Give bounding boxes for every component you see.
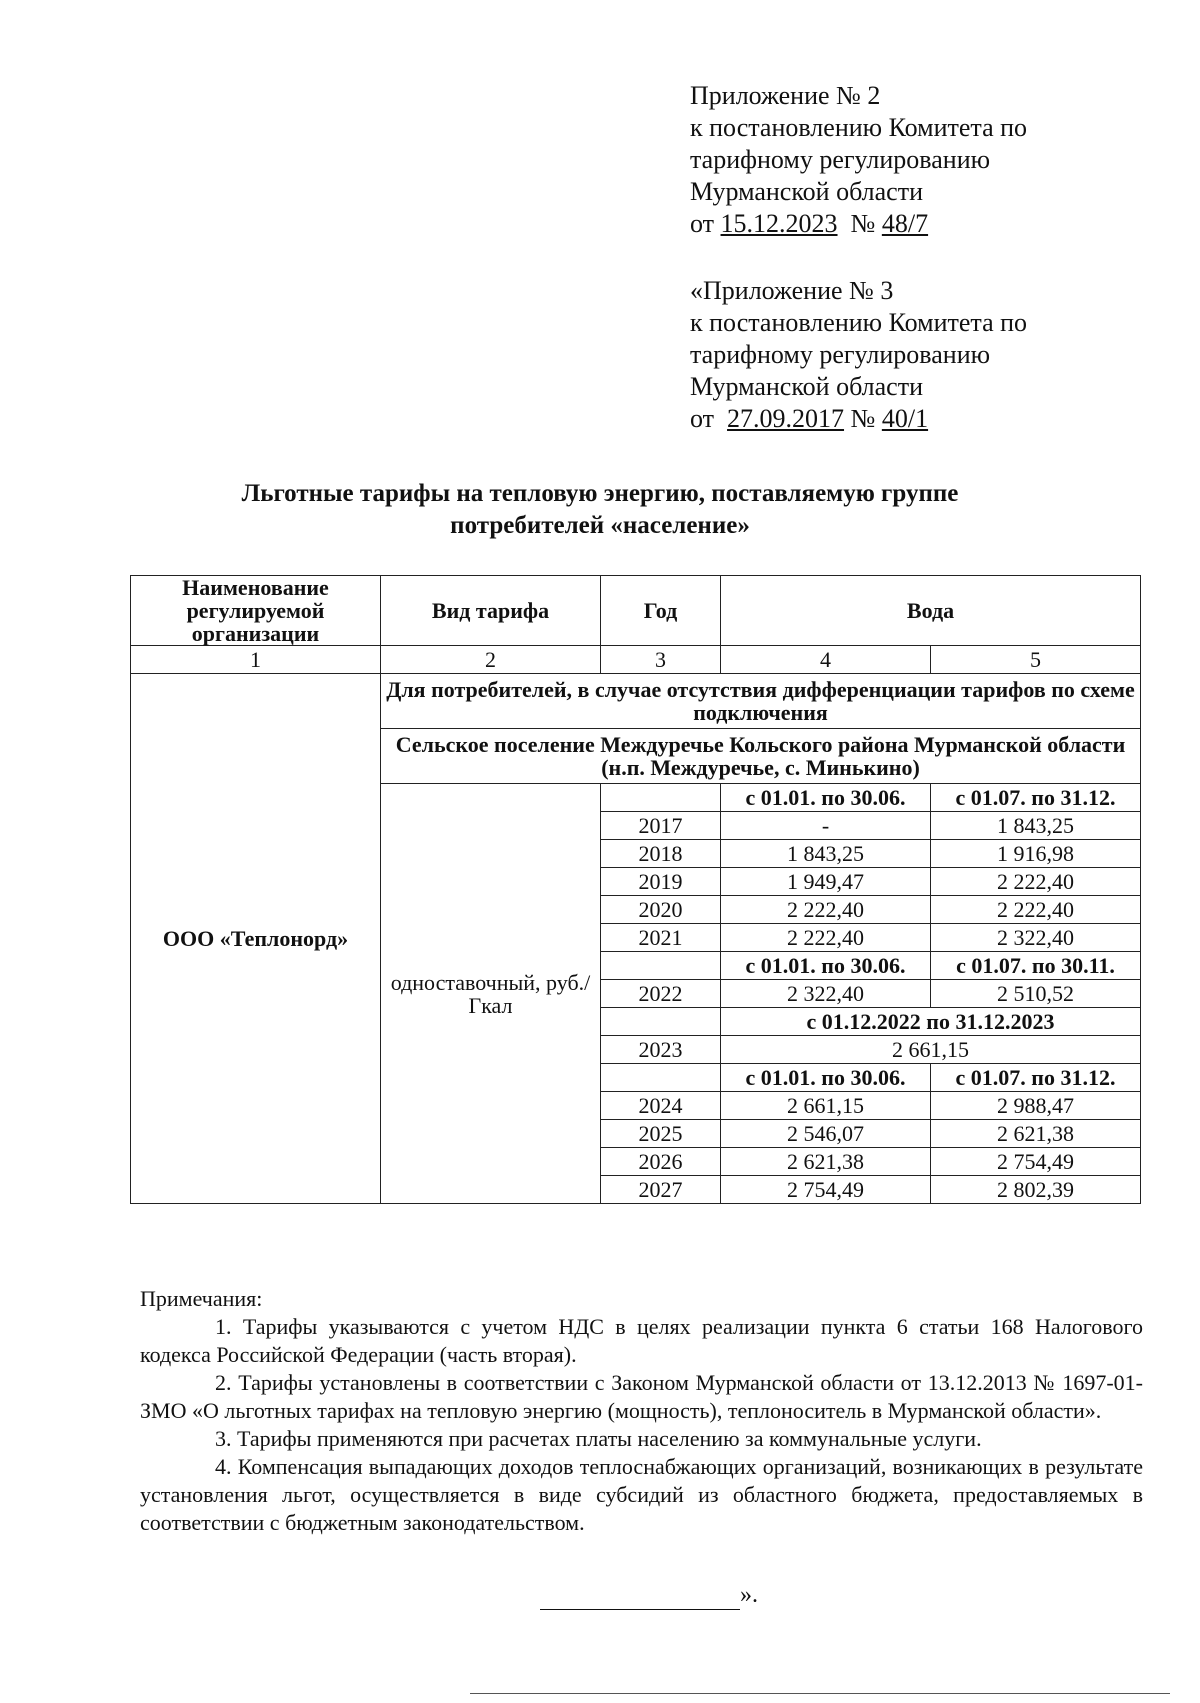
- value-cell: 2 510,52: [931, 980, 1141, 1008]
- appendix-original-line4: Мурманской области: [690, 372, 923, 401]
- period-h1: с 01.01. по 30.06.: [721, 1064, 931, 1092]
- value-cell: 2 222,40: [721, 924, 931, 952]
- year-cell: 2024: [601, 1092, 721, 1120]
- period-h2: с 01.07. по 31.12.: [931, 1064, 1141, 1092]
- empty-cell: [601, 1008, 721, 1036]
- appendix-current-date: 15.12.2023: [720, 209, 838, 238]
- period-h2: с 01.07. по 31.12.: [931, 784, 1141, 812]
- notes-heading: Примечания:: [140, 1286, 263, 1311]
- signature-line: [540, 1582, 740, 1610]
- year-cell: 2020: [601, 896, 721, 924]
- date-prefix: от: [690, 209, 721, 238]
- value-cell: 1 949,47: [721, 868, 931, 896]
- year-cell: 2018: [601, 840, 721, 868]
- appendix-original-header: [690, 275, 1027, 435]
- column-number: 1: [131, 646, 381, 674]
- value-cell: -: [721, 812, 931, 840]
- value-cell: 2 988,47: [931, 1092, 1141, 1120]
- appendix-current-number: 48/7: [881, 209, 929, 238]
- section-settlement: Сельское поселение Междуречье Кольского района Мурманской области (н.п. Междуречье, с. Минькино): [381, 729, 1141, 784]
- tariff-table: [130, 575, 1141, 1204]
- value-cell: 1 843,25: [721, 840, 931, 868]
- appendix-current-line3: тарифному регулированию: [690, 145, 991, 174]
- date-prefix: от: [690, 404, 728, 433]
- appendix-current-header: [690, 80, 1027, 240]
- year-cell: 2025: [601, 1120, 721, 1148]
- empty-cell: [601, 952, 721, 980]
- header-year: Год: [601, 576, 721, 646]
- value-cell: 2 322,40: [721, 980, 931, 1008]
- value-cell: 2 802,39: [931, 1176, 1141, 1204]
- year-cell: 2021: [601, 924, 721, 952]
- value-cell: 2 222,40: [931, 868, 1141, 896]
- appendix-original-date-line: [690, 403, 1027, 435]
- note-item: 2. Тарифы установлены в соответствии с Законом Мурманской области от 13.12.2013 № 1697-01-ЗМО «О льготных тарифах на тепловую энергию (мощность), теплоноситель в Мурманской области».: [140, 1370, 1143, 1423]
- value-cell: 2 222,40: [931, 896, 1141, 924]
- year-cell: 2026: [601, 1148, 721, 1176]
- value-cell: 2 661,15: [721, 1092, 931, 1120]
- period-h2-nov: с 01.07. по 30.11.: [931, 952, 1141, 980]
- appendix-current-date-line: [690, 208, 1027, 240]
- value-cell: 1 916,98: [931, 840, 1141, 868]
- header-water: Вода: [721, 576, 1141, 646]
- appendix-current-line1: Приложение № 2: [690, 81, 881, 110]
- notes-section: [140, 1285, 1143, 1537]
- value-cell: 2 621,38: [721, 1148, 931, 1176]
- number-prefix: №: [844, 404, 882, 433]
- note-item: 4. Компенсация выпадающих доходов теплоснабжающих организаций, возникающих в результате установления льгот, осуществляется в виде субсидий из областного бюджета, предоставляемых в соответствии с бюджетным законодательством.: [140, 1454, 1143, 1535]
- appendix-original-date: 27.09.2017: [727, 404, 845, 433]
- year-cell: 2019: [601, 868, 721, 896]
- value-cell: 2 754,49: [931, 1148, 1141, 1176]
- year-cell: 2017: [601, 812, 721, 840]
- year-cell: 2023: [601, 1036, 721, 1064]
- bottom-divider: [470, 1693, 1170, 1694]
- column-number: 2: [381, 646, 601, 674]
- period-dec2022-2023: с 01.12.2022 по 31.12.2023: [721, 1008, 1141, 1036]
- header-tariff-type: Вид тарифа: [381, 576, 601, 646]
- value-cell: 2 754,49: [721, 1176, 931, 1204]
- value-cell: 2 222,40: [721, 896, 931, 924]
- note-item: 1. Тарифы указываются с учетом НДС в целях реализации пункта 6 статьи 168 Налогового кодекса Российской Федерации (часть вторая).: [140, 1314, 1143, 1367]
- appendix-original-line1: «Приложение № 3: [690, 276, 894, 305]
- period-h1: с 01.01. по 30.06.: [721, 784, 931, 812]
- note-item: 3. Тарифы применяются при расчетах платы населению за коммунальные услуги.: [215, 1426, 982, 1451]
- value-cell: 2 322,40: [931, 924, 1141, 952]
- column-number: 5: [931, 646, 1141, 674]
- title-line2: потребителей «население»: [450, 512, 750, 539]
- period-h1: с 01.01. по 30.06.: [721, 952, 931, 980]
- document-title: [150, 478, 1050, 542]
- column-number-row: [131, 646, 1141, 674]
- closing-quote: ».: [740, 1582, 758, 1608]
- value-cell: 2 661,15: [721, 1036, 1141, 1064]
- appendix-original-line3: тарифному регулированию: [690, 340, 991, 369]
- appendix-current-line4: Мурманской области: [690, 177, 923, 206]
- year-cell: 2022: [601, 980, 721, 1008]
- empty-cell: [601, 784, 721, 812]
- organization-name: ООО «Теплонорд»: [131, 674, 381, 1204]
- appendix-original-line2: к постановлению Комитета по: [690, 308, 1028, 337]
- empty-cell: [601, 1064, 721, 1092]
- header-org: Наименование регулируемой организации: [131, 576, 381, 646]
- column-number: 3: [601, 646, 721, 674]
- number-prefix: №: [837, 209, 882, 238]
- value-cell: 1 843,25: [931, 812, 1141, 840]
- column-number: 4: [721, 646, 931, 674]
- appendix-original-number: 40/1: [881, 404, 929, 433]
- title-line1: Льготные тарифы на тепловую энергию, поставляемую группе: [241, 480, 959, 507]
- section-consumers: Для потребителей, в случае отсутствия дифференциации тарифов по схеме подключения: [381, 674, 1141, 729]
- value-cell: 2 546,07: [721, 1120, 931, 1148]
- closing-mark: [540, 1582, 758, 1610]
- appendix-current-line2: к постановлению Комитета по: [690, 113, 1028, 142]
- year-cell: 2027: [601, 1176, 721, 1204]
- header-row: [131, 576, 1141, 646]
- tariff-type: одноставочный, руб./Гкал: [381, 784, 601, 1204]
- section-row: [131, 674, 1141, 729]
- value-cell: 2 621,38: [931, 1120, 1141, 1148]
